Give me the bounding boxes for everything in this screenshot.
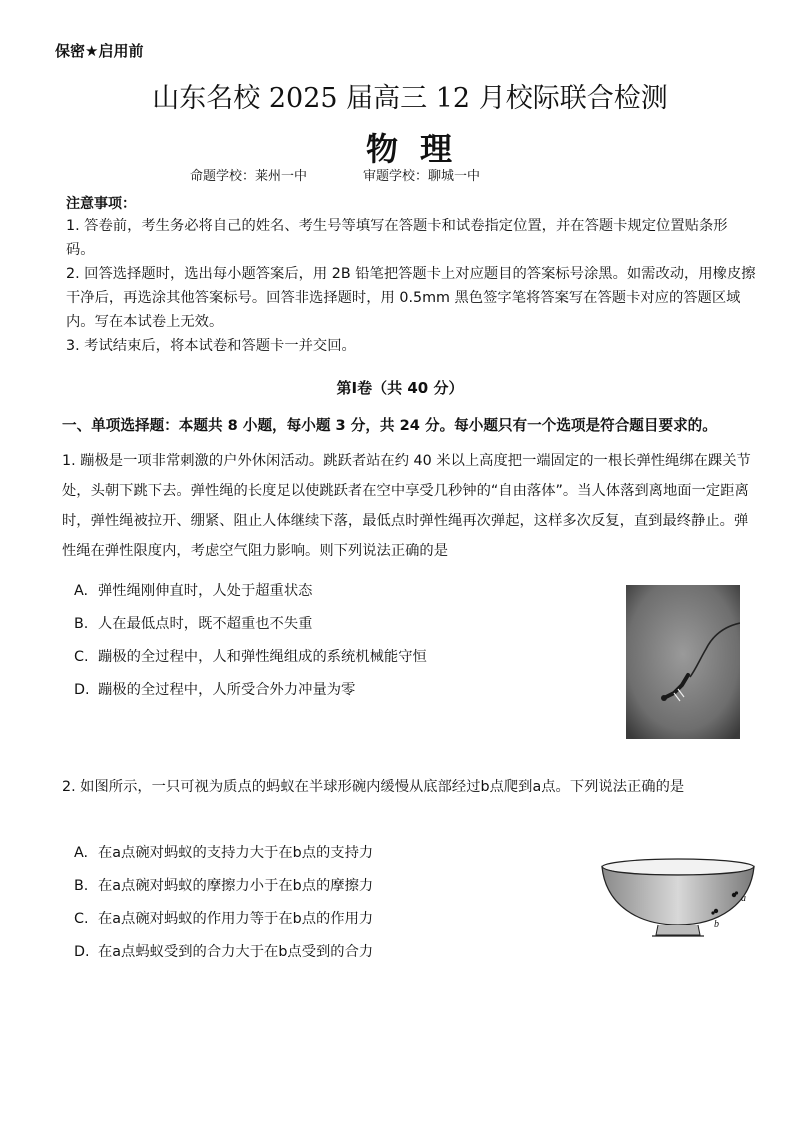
label-b: b — [714, 919, 719, 930]
question-1-option-b — [74, 613, 312, 633]
option-letter: D. — [74, 682, 90, 698]
option-letter: B. — [74, 878, 89, 894]
notes-title: 注意事项： — [66, 196, 136, 212]
question-2-option-b — [74, 875, 373, 895]
option-letter: C. — [74, 649, 89, 665]
note-item-3: 3. 考试结束后，将本试卷和答题卡一并交回。 — [66, 338, 356, 354]
subject-title: 物理 — [365, 130, 474, 168]
jumper-head — [661, 695, 667, 701]
confidential-label: 保密★启用前 — [55, 42, 144, 60]
section-title: 第Ⅰ卷（共 40 分） — [336, 379, 464, 397]
option-letter: D. — [74, 944, 90, 960]
question-2-stem: 2. 如图所示，一只可视为质点的蚂蚁在半球形碗内缓慢从底部经过b点爬到a点。下列说法正确的是 — [62, 779, 685, 795]
setter-school: 命题学校：莱州一中 — [190, 169, 308, 184]
ant-at-b-2 — [711, 911, 714, 914]
option-text: 在a点碗对蚂蚁的支持力大于在b点的支持力 — [98, 845, 374, 861]
note-item-2: 2. 回答选择题时，选出每小题答案后，用 2B 铅笔把答题卡上对应题目的答案标号涂黑。如需改动，用橡皮擦干净后，再选涂其他答案标号。回答非选择题时，用 0.5mm 黑色签字笔将答案写在答题卡对应的答题区域内。写在本试卷上无效。 — [66, 266, 756, 330]
option-text: 蹦极的全过程中，人和弹性绳组成的系统机械能守恒 — [98, 649, 427, 665]
option-letter: A. — [74, 583, 89, 599]
note-item-1: 1. 答卷前，考生务必将自己的姓名、考生号等填写在答题卡和试卷指定位置，并在答题卡规定位置贴条形码。 — [66, 218, 728, 258]
question-1-option-c — [74, 646, 427, 666]
bowl-figure — [598, 855, 758, 943]
option-letter: C. — [74, 911, 89, 927]
option-text: 蹦极的全过程中，人所受合外力冲量为零 — [98, 682, 356, 698]
question-1-stem: 1. 蹦极是一项非常刺激的户外休闲活动。跳跃者站在约 40 米以上高度把一端固定的一根长弹性绳绑在踝关节处，头朝下跳下去。弹性绳的长度足以使跳跃者在空中享受几秒钟的“自由落体”。当人体落到离地面一定距离时，弹性绳被拉开、绷紧、阻止人体继续下落，最低点时弹性绳再次弹起，这样多次反复，直到最终静止。弹性绳在弹性限度内，考虑空气阻力影响。则下列说法正确的是 — [62, 453, 751, 559]
question-2-option-d — [74, 941, 373, 961]
ant-at-a-2 — [735, 891, 738, 894]
question-1-option-d — [74, 679, 355, 699]
question-1-option-a — [74, 580, 312, 600]
question-2-option-c — [74, 908, 373, 928]
reviewer-school: 审题学校：聊城一中 — [363, 169, 481, 184]
option-letter: A. — [74, 845, 89, 861]
school-info — [190, 165, 536, 184]
option-text: 在a点碗对蚂蚁的摩擦力小于在b点的摩擦力 — [98, 878, 374, 894]
exam-title: 山东名校 2025 届高三 12 月校际联合检测 — [152, 83, 668, 114]
option-text: 在a点碗对蚂蚁的作用力等于在b点的作用力 — [98, 911, 374, 927]
bungee-jump-photo — [626, 585, 740, 739]
bowl-base — [656, 925, 700, 935]
option-text: 在a点蚂蚁受到的合力大于在b点受到的合力 — [98, 944, 374, 960]
option-letter: B. — [74, 616, 89, 632]
option-text: 弹性绳刚伸直时，人处于超重状态 — [98, 583, 313, 599]
photo-background — [626, 585, 740, 739]
bowl-body — [602, 867, 754, 925]
label-a: a — [741, 893, 746, 904]
option-text: 人在最低点时，既不超重也不失重 — [98, 616, 313, 632]
part-title: 一、单项选择题：本题共 8 小题，每小题 3 分，共 24 分。每小题只有一个选项是符合题目要求的。 — [62, 417, 717, 434]
question-2-option-a — [74, 842, 373, 862]
